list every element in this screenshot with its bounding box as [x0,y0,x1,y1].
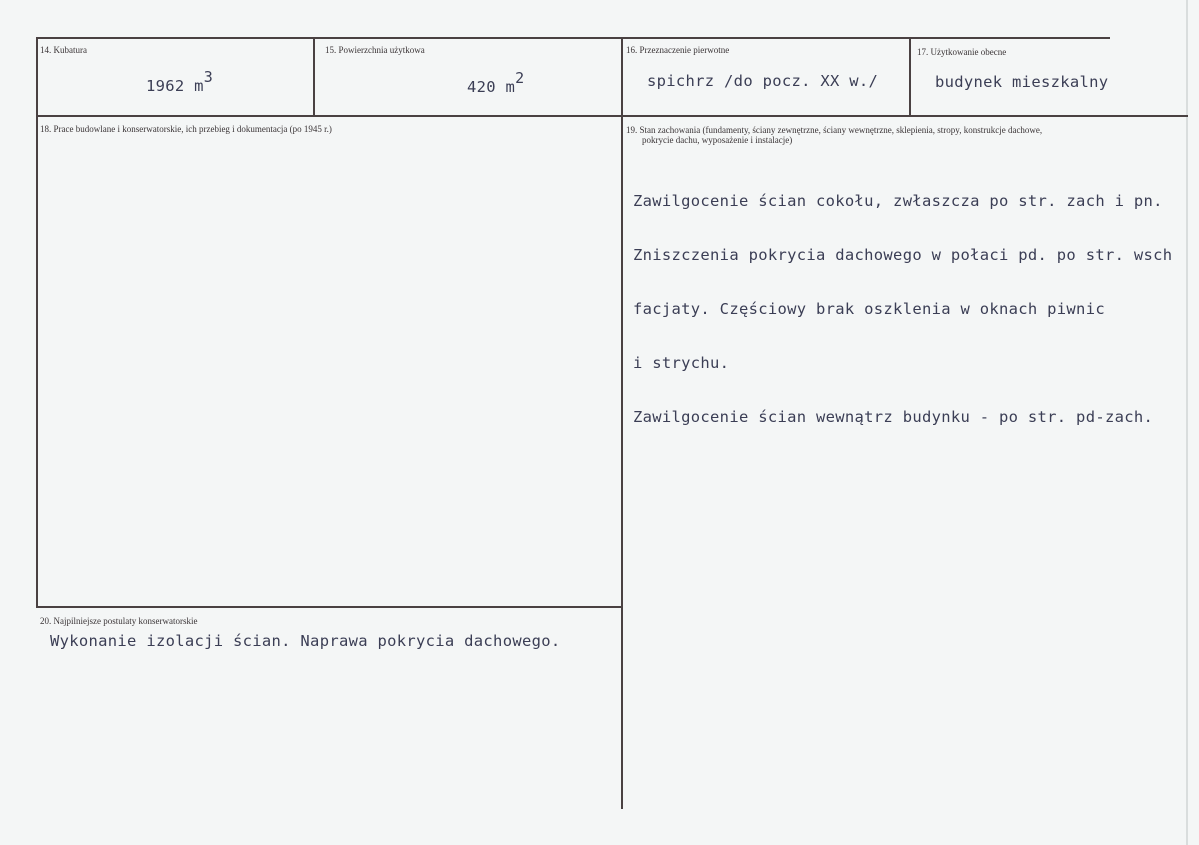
row2-bottom-rule [36,606,623,608]
stan-line-3: facjaty. Częściowy brak oszklenia w oknach piwnic [633,300,1105,318]
divider-14-15 [313,37,315,117]
postulaty-value: Wykonanie izolacji ścian. Naprawa pokrycia dachowego. [50,632,561,650]
left-rule [36,37,38,608]
powierzchnia-label: 15. Powierzchnia użytkowa [325,45,425,55]
stan-zachowania-label-2: pokrycie dachu, wyposażenie i instalacje) [642,135,793,145]
prace-budowlane-label: 18. Prace budowlane i konserwatorskie, ich przebieg i dokumentacja (po 1945 r.) [40,124,332,134]
uzytkowanie-label: 17. Użytkowanie obecne [917,47,1007,57]
kubatura-exponent: 3 [203,68,214,86]
powierzchnia-number: 420 m [467,78,516,96]
kubatura-label: 14. Kubatura [40,45,87,55]
divider-15-16 [621,37,623,809]
postulaty-label: 20. Najpilniejsze postulaty konserwatorskie [40,616,198,626]
powierzchnia-exponent: 2 [515,69,525,87]
kubatura-value [146,68,214,95]
stan-line-1: Zawilgocenie ścian cokołu, zwłaszcza po str. zach i pn. [633,192,1163,210]
stan-zachowania-label-1: 19. Stan zachowania (fundamenty, ściany zewnętrzne, ściany wewnętrzne, sklepienia, stropy, konstrukcje dachowe, [626,125,1043,135]
card-edge [1186,0,1188,845]
top-rule [36,37,1110,39]
powierzchnia-value [467,69,525,96]
przeznaczenie-value: spichrz /do pocz. XX w./ [647,72,879,90]
stan-line-2: Zniszczenia pokrycia dachowego w połaci pd. po str. wsch [633,246,1173,264]
uzytkowanie-value: budynek mieszkalny [935,73,1109,91]
kubatura-number: 1962 m [146,77,204,95]
przeznaczenie-label: 16. Przeznaczenie pierwotne [626,45,730,55]
stan-line-4: i strychu. [633,354,730,372]
stan-line-5: Zawilgocenie ścian wewnątrz budynku - po str. pd-zach. [633,408,1154,426]
stan-zachowania-text [633,156,1172,462]
row1-bottom-rule [36,115,1188,117]
divider-16-17 [909,37,911,117]
